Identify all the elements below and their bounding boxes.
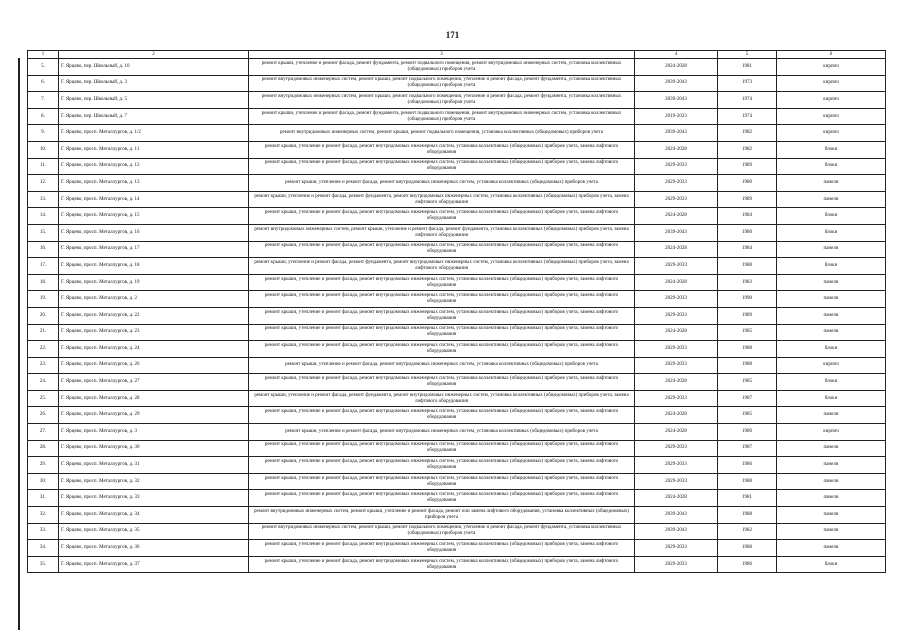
table-row [28, 507, 886, 524]
address: Г. Ярцево, просп. Металлургов, д. 30 [59, 440, 249, 457]
build-year: 1986 [718, 457, 777, 474]
table-row [28, 390, 886, 407]
repair-period: 2024-2028 [635, 274, 718, 291]
row-number: 31. [28, 490, 59, 507]
build-year: 1987 [718, 440, 777, 457]
build-year: 1988 [718, 540, 777, 557]
row-number: 29. [28, 457, 59, 474]
work-types: ремонт крыши, утепление и ремонт фасада, ремонт внутридомовых инженерных систем, установка коллективных (общедомовых) приборов учета, замена лифтового оборудования [249, 540, 635, 557]
wall-material: панели [777, 291, 886, 308]
row-number: 21. [28, 324, 59, 341]
work-types: ремонт крыши, утепление и ремонт фасада, ремонт фундамента, ремонт подвального помещения, ремонт внутридомовых инженерных систем, установка коллективных (общедомовых) приборов учета [249, 108, 635, 125]
work-types: ремонт крыши, утепление и ремонт фасада, ремонт фундамента, ремонт внутридомовых инженерных систем, установка коллективных (общедомовых) приборов учета, замена лифтового оборудования [249, 390, 635, 407]
col-header-6: 6 [777, 51, 886, 59]
repair-period: 2029-2033 [635, 191, 718, 208]
wall-material: кирпич [777, 59, 886, 76]
table-row [28, 141, 886, 158]
margin-rule [18, 58, 20, 630]
address: Г. Ярцево, просп. Металлургов, д. 14 [59, 191, 249, 208]
table-body [28, 59, 886, 573]
row-number: 23. [28, 357, 59, 374]
wall-material: блоки [777, 556, 886, 573]
address: Г. Ярцево, просп. Металлургов, д. 2 [59, 291, 249, 308]
table-row [28, 208, 886, 225]
build-year: 1980 [718, 424, 777, 441]
repair-period: 2024-2028 [635, 490, 718, 507]
repair-period: 2029-2033 [635, 158, 718, 175]
work-types: ремонт крыши, утепление и ремонт фасада, ремонт внутридомовых инженерных систем, установка коллективных (общедомовых) приборов учета, замена лифтового оборудования [249, 407, 635, 424]
row-number: 33. [28, 523, 59, 540]
repair-period: 2039-2043 [635, 75, 718, 92]
build-year: 1985 [718, 324, 777, 341]
work-types: ремонт внутридомовых инженерных систем, ремонт крыши, утепление и ремонт фасада, ремонт или замена лифтового оборудования, установка коллективных (общедомовых) приборов учета [249, 507, 635, 524]
row-number: 26. [28, 407, 59, 424]
row-number: 19. [28, 291, 59, 308]
col-header-2: 2 [59, 51, 249, 59]
row-number: 5. [28, 59, 59, 76]
wall-material: панели [777, 307, 886, 324]
work-types: ремонт крыши, утепление и ремонт фасада, ремонт внутридомовых инженерных систем, установка коллективных (общедомовых) приборов учета, замена лифтового оборудования [249, 324, 635, 341]
address: Г. Ярцево, просп. Металлургов, д. 1/2 [59, 125, 249, 142]
row-number: 14. [28, 208, 59, 225]
row-number: 6. [28, 75, 59, 92]
address: Г. Ярцево, просп. Металлургов, д. 26 [59, 357, 249, 374]
table-row [28, 125, 886, 142]
build-year: 1982 [718, 125, 777, 142]
wall-material: кирпич [777, 125, 886, 142]
repair-period: 2024-2028 [635, 208, 718, 225]
row-number: 22. [28, 341, 59, 358]
work-types: ремонт крыши, утепление и ремонт фасада, ремонт внутридомовых инженерных систем, установка коллективных (общедомовых) приборов учета, замена лифтового оборудования [249, 158, 635, 175]
repair-period: 2024-2028 [635, 141, 718, 158]
repair-period: 2029-2033 [635, 473, 718, 490]
row-number: 32. [28, 507, 59, 524]
wall-material: панели [777, 457, 886, 474]
table-row [28, 357, 886, 374]
row-number: 27. [28, 424, 59, 441]
repair-period: 2024-2028 [635, 59, 718, 76]
wall-material: панели [777, 274, 886, 291]
row-number: 28. [28, 440, 59, 457]
col-header-4: 4 [635, 51, 718, 59]
row-number: 11. [28, 158, 59, 175]
build-year: 1985 [718, 407, 777, 424]
table-row [28, 224, 886, 241]
build-year: 1973 [718, 75, 777, 92]
address: Г. Ярцево, просп. Металлургов, д. 34 [59, 507, 249, 524]
address: Г. Ярцево, пер. Школьный, д. 10 [59, 59, 249, 76]
repair-period: 2024-2028 [635, 424, 718, 441]
address: Г. Ярцево, просп. Металлургов, д. 29 [59, 407, 249, 424]
address: Г. Ярцево, просп. Металлургов, д. 24 [59, 341, 249, 358]
row-number: 17. [28, 258, 59, 275]
row-number: 35. [28, 556, 59, 573]
work-types: ремонт внутридомовых инженерных систем, ремонт крыши, ремонт подвального помещения, установка коллективных (общедомовых) приборов учета [249, 125, 635, 142]
row-number: 24. [28, 374, 59, 391]
build-year: 1982 [718, 141, 777, 158]
repair-period: 2029-2033 [635, 175, 718, 192]
row-number: 34. [28, 540, 59, 557]
table-row [28, 274, 886, 291]
row-number: 16. [28, 241, 59, 258]
build-year: 1984 [718, 241, 777, 258]
build-year: 1989 [718, 158, 777, 175]
page-number: 171 [445, 30, 460, 40]
repair-period: 2029-2033 [635, 540, 718, 557]
build-year: 1983 [718, 274, 777, 291]
repair-period: 2039-2043 [635, 92, 718, 109]
repair-period: 2029-2033 [635, 258, 718, 275]
work-types: ремонт крыши, утепление и ремонт фасада, ремонт внутридомовых инженерных систем, установка коллективных (общедомовых) приборов учета, замена лифтового оборудования [249, 291, 635, 308]
work-types: ремонт крыши, утепление и ремонт фасада, ремонт внутридомовых инженерных систем, установка коллективных (общедомовых) приборов учета, замена лифтового оборудования [249, 374, 635, 391]
wall-material: блоки [777, 390, 886, 407]
table-row [28, 158, 886, 175]
table-row [28, 540, 886, 557]
wall-material: блоки [777, 224, 886, 241]
wall-material: кирпич [777, 424, 886, 441]
repair-period: 2024-2028 [635, 374, 718, 391]
build-year: 1984 [718, 208, 777, 225]
repair-period: 2029-2033 [635, 307, 718, 324]
build-year: 1980 [718, 175, 777, 192]
table-row [28, 341, 886, 358]
wall-material: блоки [777, 158, 886, 175]
build-year: 1974 [718, 92, 777, 109]
address: Г. Ярцево, просп. Металлургов, д. 17 [59, 241, 249, 258]
table-row [28, 407, 886, 424]
header-row [28, 51, 886, 59]
wall-material: кирпич [777, 357, 886, 374]
row-number: 10. [28, 141, 59, 158]
wall-material: блоки [777, 374, 886, 391]
build-year: 1987 [718, 390, 777, 407]
build-year: 1988 [718, 507, 777, 524]
work-types: ремонт крыши, утепление и ремонт фасада, ремонт внутридомовых инженерных систем, установка коллективных (общедомовых) приборов учета, замена лифтового оборудования [249, 473, 635, 490]
address: Г. Ярцево, просп. Металлургов, д. 36 [59, 540, 249, 557]
address: Г. Ярцево, просп. Металлургов, д. 31 [59, 457, 249, 474]
repair-period: 2019-2023 [635, 108, 718, 125]
build-year: 1988 [718, 357, 777, 374]
address: Г. Ярцево, просп. Металлургов, д. 23 [59, 324, 249, 341]
col-header-5: 5 [718, 51, 777, 59]
table-row [28, 424, 886, 441]
row-number: 18. [28, 274, 59, 291]
wall-material: панели [777, 440, 886, 457]
row-number: 8. [28, 108, 59, 125]
table-row [28, 175, 886, 192]
build-year: 1981 [718, 59, 777, 76]
work-types: ремонт внутридомовых инженерных систем, ремонт крыши, ремонт подвального помещения, утепление и ремонт фасада, ремонт фундамента, установка коллективных (общедомовых) приборов учета [249, 523, 635, 540]
build-year: 1989 [718, 307, 777, 324]
build-year: 1980 [718, 224, 777, 241]
address: Г. Ярцево, просп. Металлургов, д. 33 [59, 490, 249, 507]
repair-period: 2029-2033 [635, 457, 718, 474]
wall-material: кирпич [777, 92, 886, 109]
work-types: ремонт крыши, утепление и ремонт фасада, ремонт внутридомовых инженерных систем, установка коллективных (общедомовых) приборов учета, замена лифтового оборудования [249, 457, 635, 474]
address: Г. Ярцево, просп. Металлургов, д. 22 [59, 307, 249, 324]
build-year: 1988 [718, 258, 777, 275]
address: Г. Ярцево, пер. Школьный, д. 3 [59, 75, 249, 92]
wall-material: кирпич [777, 108, 886, 125]
address: Г. Ярцево, просп. Металлургов, д. 35 [59, 523, 249, 540]
wall-material: панели [777, 324, 886, 341]
wall-material: блоки [777, 341, 886, 358]
work-types: ремонт крыши, утепление и ремонт фасада, ремонт внутридомовых инженерных систем, установка коллективных (общедомовых) приборов учета, замена лифтового оборудования [249, 208, 635, 225]
repair-period: 2039-2043 [635, 224, 718, 241]
repair-period: 2024-2028 [635, 324, 718, 341]
work-types: ремонт крыши, утепление и ремонт фасада, ремонт внутридомовых инженерных систем, установка коллективных (общедомовых) приборов учета, замена лифтового оборудования [249, 556, 635, 573]
work-types: ремонт крыши, утепление и ремонт фасада, ремонт внутридомовых инженерных систем, установка коллективных (общедомовых) приборов учета [249, 424, 635, 441]
repair-program-table [27, 50, 886, 573]
row-number: 30. [28, 473, 59, 490]
repair-period: 2039-2043 [635, 523, 718, 540]
address: Г. Ярцево, просп. Металлургов, д. 15 [59, 208, 249, 225]
build-year: 1988 [718, 341, 777, 358]
address: Г. Ярцево, пер. Школьный, д. 7 [59, 108, 249, 125]
table-row [28, 556, 886, 573]
wall-material: панели [777, 191, 886, 208]
repair-period: 2039-2043 [635, 125, 718, 142]
work-types: ремонт крыши, утепление и ремонт фасада, ремонт внутридомовых инженерных систем, установка коллективных (общедомовых) приборов учета, замена лифтового оборудования [249, 141, 635, 158]
build-year: 1981 [718, 490, 777, 507]
wall-material: панели [777, 523, 886, 540]
table-row [28, 108, 886, 125]
build-year: 1990 [718, 291, 777, 308]
address: Г. Ярцево, просп. Металлургов, д. 3 [59, 424, 249, 441]
table-row [28, 59, 886, 76]
row-number: 13. [28, 191, 59, 208]
wall-material: блоки [777, 258, 886, 275]
repair-period: 2029-2033 [635, 556, 718, 573]
wall-material: панели [777, 407, 886, 424]
row-number: 9. [28, 125, 59, 142]
build-year: 1985 [718, 374, 777, 391]
address: Г. Ярцево, просп. Металлургов, д. 28 [59, 390, 249, 407]
address: Г. Ярцево, просп. Металлургов, д. 13 [59, 175, 249, 192]
work-types: ремонт крыши, утепление и ремонт фасада, ремонт внутридомовых инженерных систем, установка коллективных (общедомовых) приборов учета, замена лифтового оборудования [249, 274, 635, 291]
row-number: 20. [28, 307, 59, 324]
table-row [28, 490, 886, 507]
address: Г. Ярцево, просп. Металлургов, д. 18 [59, 258, 249, 275]
table-row [28, 473, 886, 490]
wall-material: блоки [777, 208, 886, 225]
work-types: ремонт крыши, утепление и ремонт фасада, ремонт внутридомовых инженерных систем, установка коллективных (общедомовых) приборов учета, замена лифтового оборудования [249, 341, 635, 358]
table-row [28, 191, 886, 208]
table-row [28, 241, 886, 258]
table-row [28, 523, 886, 540]
work-types: ремонт крыши, утепление и ремонт фасада, ремонт внутридомовых инженерных систем, установка коллективных (общедомовых) приборов учета, замена лифтового оборудования [249, 440, 635, 457]
build-year: 1974 [718, 108, 777, 125]
repair-period: 2029-2033 [635, 440, 718, 457]
address: Г. Ярцево, просп. Металлургов, д. 32 [59, 473, 249, 490]
wall-material: кирпич [777, 75, 886, 92]
work-types: ремонт внутридомовых инженерных систем, ремонт крыши, утепление и ремонт фасада, ремонт фундамента, установка коллективных (общедомовых) приборов учета, замена лифтового оборудования [249, 224, 635, 241]
repair-period: 2029-2033 [635, 341, 718, 358]
address: Г. Ярцево, просп. Металлургов, д. 11 [59, 141, 249, 158]
col-header-1: 1 [28, 51, 59, 59]
address: Г. Ярцево, пер. Школьный, д. 5 [59, 92, 249, 109]
work-types: ремонт крыши, утепление и ремонт фасада, ремонт внутридомовых инженерных систем, установка коллективных (общедомовых) приборов учета, замена лифтового оборудования [249, 490, 635, 507]
table-row [28, 374, 886, 391]
address: Г. Ярцево, просп. Металлургов, д. 27 [59, 374, 249, 391]
table-row [28, 92, 886, 109]
build-year: 1988 [718, 473, 777, 490]
work-types: ремонт крыши, утепление и ремонт фасада, ремонт фундамента, ремонт внутридомовых инженерных систем, установка коллективных (общедомовых) приборов учета, замена лифтового оборудования [249, 191, 635, 208]
table-row [28, 307, 886, 324]
build-year: 1986 [718, 556, 777, 573]
address: Г. Ярцево, просп. Металлургов, д. 37 [59, 556, 249, 573]
table-row [28, 75, 886, 92]
work-types: ремонт крыши, утепление и ремонт фасада, ремонт внутридомовых инженерных систем, установка коллективных (общедомовых) приборов учета [249, 357, 635, 374]
row-number: 12. [28, 175, 59, 192]
table-row [28, 324, 886, 341]
work-types: ремонт крыши, утепление и ремонт фасада, ремонт фундамента, ремонт подвального помещения, ремонт внутридомовых инженерных систем, установка коллективных (общедомовых) приборов учета [249, 59, 635, 76]
col-header-3: 3 [249, 51, 635, 59]
table-row [28, 440, 886, 457]
repair-period: 2029-2033 [635, 390, 718, 407]
build-year: 1982 [718, 523, 777, 540]
build-year: 1989 [718, 191, 777, 208]
row-number: 25. [28, 390, 59, 407]
address: Г. Ярцево, просп. Металлургов, д. 19 [59, 274, 249, 291]
repair-period: 2024-2028 [635, 407, 718, 424]
table-row [28, 291, 886, 308]
work-types: ремонт крыши, утепление и ремонт фасада, ремонт внутридомовых инженерных систем, установка коллективных (общедомовых) приборов учета, замена лифтового оборудования [249, 307, 635, 324]
work-types: ремонт внутридомовых инженерных систем, ремонт крыши, ремонт подвального помещения, утепление и ремонт фасада, ремонт фундамента, установка коллективных (общедомовых) приборов учета [249, 92, 635, 109]
wall-material: панели [777, 507, 886, 524]
wall-material: блоки [777, 141, 886, 158]
work-types: ремонт крыши, утепление и ремонт фасада, ремонт фундамента, ремонт внутридомовых инженерных систем, установка коллективных (общедомовых) приборов учета, замена лифтового оборудования [249, 258, 635, 275]
wall-material: панели [777, 490, 886, 507]
wall-material: панели [777, 241, 886, 258]
row-number: 7. [28, 92, 59, 109]
address: Г. Ярцево, просп. Металлургов, д. 12 [59, 158, 249, 175]
wall-material: панели [777, 540, 886, 557]
work-types: ремонт крыши, утепление и ремонт фасада, ремонт внутридомовых инженерных систем, установка коллективных (общедомовых) приборов учета [249, 175, 635, 192]
wall-material: панели [777, 175, 886, 192]
wall-material: панели [777, 473, 886, 490]
repair-period: 2024-2028 [635, 241, 718, 258]
address: Г. Ярцево, просп. Металлургов, д. 16 [59, 224, 249, 241]
repair-period: 2039-2043 [635, 507, 718, 524]
work-types: ремонт крыши, утепление и ремонт фасада, ремонт внутридомовых инженерных систем, установка коллективных (общедомовых) приборов учета, замена лифтового оборудования [249, 241, 635, 258]
row-number: 15. [28, 224, 59, 241]
table-row [28, 258, 886, 275]
repair-period: 2029-2033 [635, 357, 718, 374]
repair-period: 2029-2033 [635, 291, 718, 308]
work-types: ремонт внутридомовых инженерных систем, ремонт крыши, ремонт подвального помещения, утепление и ремонт фасада, ремонт фундамента, установка коллективных (общедомовых) приборов учета [249, 75, 635, 92]
table-row [28, 457, 886, 474]
